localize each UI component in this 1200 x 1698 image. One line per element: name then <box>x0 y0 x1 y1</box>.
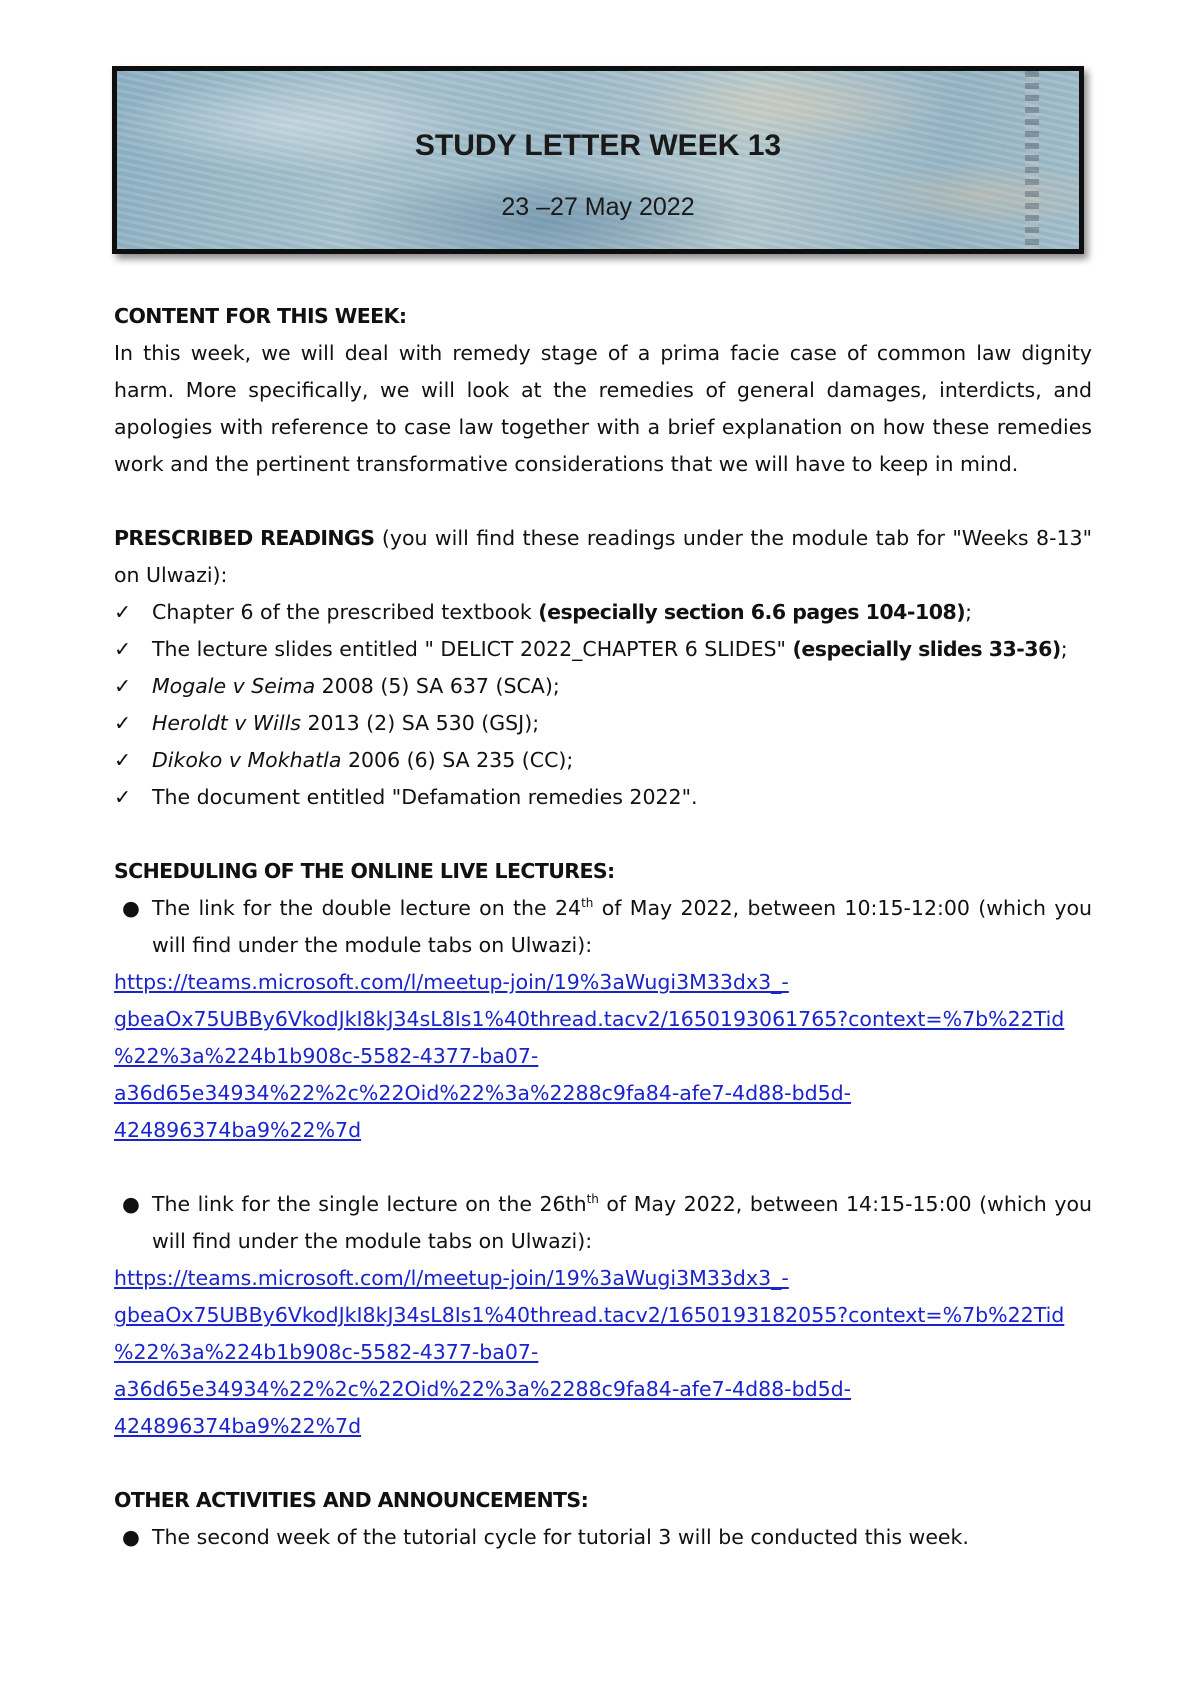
study-letter-title: STUDY LETTER WEEK 13 <box>414 129 782 162</box>
lecture-link-double[interactable]: https://teams.microsoft.com/l/meetup-join/19%3aWugi3M33dx3_- gbeaOx75UBBy6VkodJkI8kJ34sL8Is1%40thread.tacv2/1650193061765?context=%7b%22Tid %22%3a%224b1b908c-5582-4377-ba07- a36d65e34934%22%2c%22Oid%22%3a%2288c9fa84-afe7-4d88-bd5d- 424896374ba9%22%7d <box>114 970 1065 1142</box>
letter-body <box>114 298 1092 1556</box>
announcements-list <box>114 1519 1092 1556</box>
readings-intro-text: (you will find these readings under the module tab for "Weeks 8-13" on Ulwazi): <box>114 526 1093 587</box>
case-name: Heroldt v Wills <box>152 711 301 735</box>
checkmark-icon: ✓ <box>114 748 132 772</box>
lectures-list <box>114 890 1092 964</box>
lectures-list-2 <box>114 1186 1092 1260</box>
bullet-icon: ● <box>122 1192 140 1216</box>
readings-list <box>114 594 1092 816</box>
case-citation: 2008 (5) SA 637 (SCA); <box>315 674 560 698</box>
announcements-heading: OTHER ACTIVITIES AND ANNOUNCEMENTS: <box>114 1488 589 1512</box>
checkmark-icon: ✓ <box>114 711 132 735</box>
case-name: Dikoko v Mokhatla <box>152 748 342 772</box>
reading-item <box>114 668 1092 705</box>
lecture-link-single[interactable]: https://teams.microsoft.com/l/meetup-join/19%3aWugi3M33dx3_- gbeaOx75UBBy6VkodJkI8kJ34sL8Is1%40thread.tacv2/1650193182055?context=%7b%22Tid %22%3a%224b1b908c-5582-4377-ba07- a36d65e34934%22%2c%22Oid%22%3a%2288c9fa84-afe7-4d88-bd5d- 424896374ba9%22%7d <box>114 1266 1065 1438</box>
checkmark-icon: ✓ <box>114 637 132 661</box>
checkmark-icon: ✓ <box>114 674 132 698</box>
bullet-icon: ● <box>122 896 140 920</box>
reading-item: ✓ The lecture slides entitled " DELICT 2022_CHAPTER 6 SLIDES" (especially slides 33-36); <box>114 631 1092 668</box>
readings-heading: PRESCRIBED READINGS <box>114 526 375 550</box>
case-citation: 2013 (2) SA 530 (GSJ); <box>300 711 540 735</box>
reading-item: ✓ Chapter 6 of the prescribed textbook (especially section 6.6 pages 104-108); <box>114 594 1092 631</box>
study-letter-date: 23 –27 May 2022 <box>501 193 695 221</box>
title-banner <box>112 66 1084 254</box>
reading-item <box>114 705 1092 742</box>
case-citation: 2006 (6) SA 235 (CC); <box>341 748 574 772</box>
lecture-item: ● The link for the single lecture on the $26th^{th}$ of May 2022, between 14:15-15:00 (which you will find under the module tabs on Ulwazi): <box>114 1186 1092 1260</box>
content-heading: CONTENT FOR THIS WEEK: <box>114 304 407 328</box>
lecture-item: ● The link for the double lecture on the 24th of May 2022, between 10:15-12:00 (which you will find under the module tabs on Ulwazi): <box>114 890 1092 964</box>
case-name: Mogale v Seima <box>152 674 316 698</box>
reading-item <box>114 742 1092 779</box>
bullet-icon: ● <box>122 1525 140 1549</box>
lectures-heading: SCHEDULING OF THE ONLINE LIVE LECTURES: <box>114 859 615 883</box>
reading-item: ✓ The document entitled "Defamation remedies 2022". <box>114 779 1092 816</box>
announcement-item: ● The second week of the tutorial cycle for tutorial 3 will be conducted this week. <box>114 1519 1092 1556</box>
content-paragraph: In this week, we will deal with remedy stage of a prima facie case of common law dignity harm. More specifically, we will look at the remedies of general damages, interdicts, and apologies with reference to case law together with a brief explanation on how these remedies work and the pertinent transformative considerations that we will have to keep in mind. <box>114 341 1092 476</box>
checkmark-icon: ✓ <box>114 600 132 624</box>
checkmark-icon: ✓ <box>114 785 132 809</box>
readings-intro <box>114 520 1092 594</box>
